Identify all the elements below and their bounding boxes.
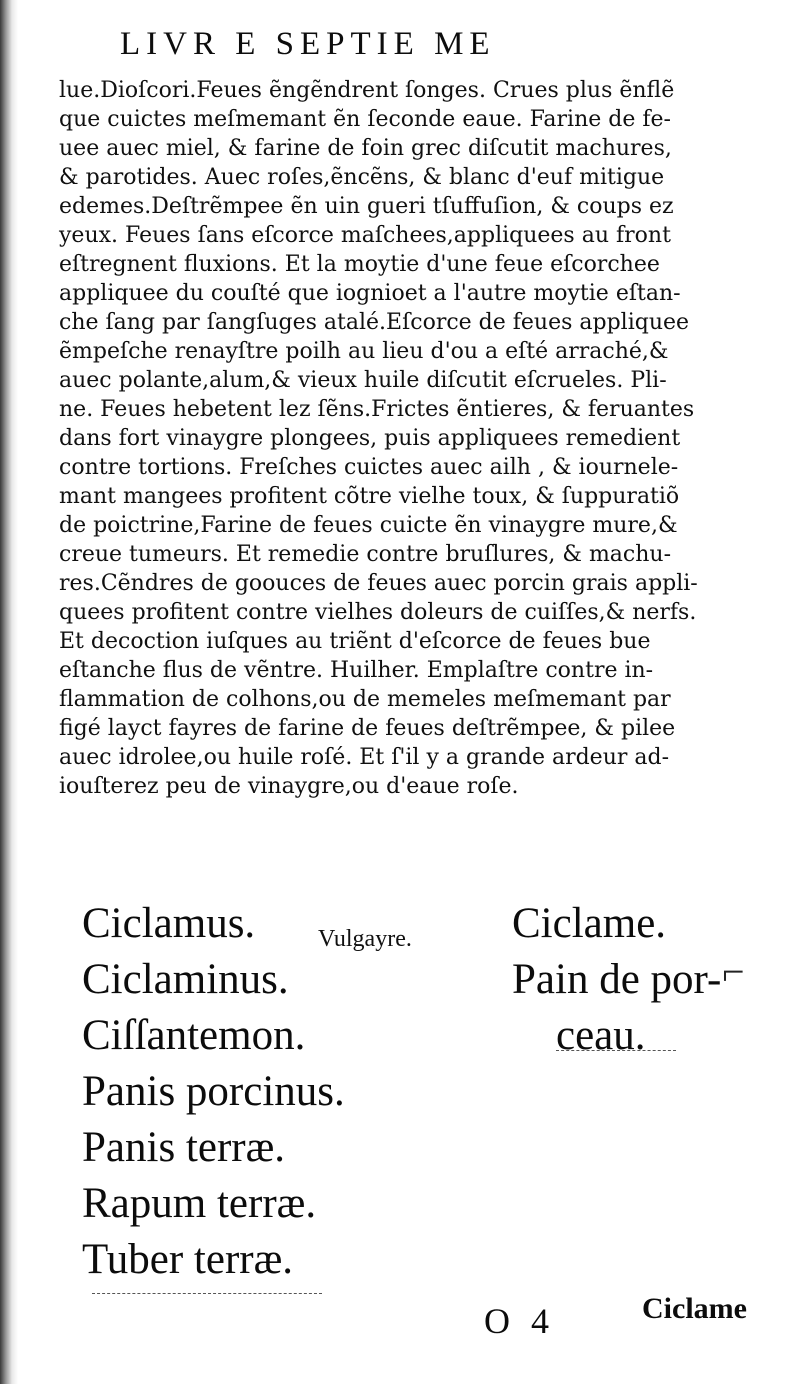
- text-line: ne. Feues hebetent lez ſẽns.Frictes ẽntieres, & feruantes: [59, 397, 695, 422]
- text-line: uee auec miel, & farine de foin grec diſcutit machures,: [59, 136, 672, 161]
- text-line: lue.Dioſcori.Feues ẽngẽndrent ſonges. Crues plus ẽnflẽ: [59, 78, 675, 103]
- rule-line: [92, 1293, 322, 1294]
- text-line: creue tumeurs. Et remedie contre bruſlures, & machu-: [59, 542, 672, 567]
- text-line: eſtanche flus de vẽntre. Huilher. Emplaſtre contre in-: [59, 658, 654, 683]
- text-line: & parotides. Auec roſes,ẽncẽns, & blanc d'euf mitigue: [59, 165, 665, 190]
- signature-mark: O 4: [484, 1301, 555, 1341]
- bracket-mark: ⌐: [722, 949, 745, 994]
- text-line: yeux. Feues ſans eſcorce maſchees,appliquees au front: [59, 223, 671, 248]
- text-line: che ſang par ſangſuges atalé.Eſcorce de feues appliquee: [59, 310, 690, 335]
- text-line: Et decoction iuſques au triẽnt d'eſcorce de feues bue: [59, 629, 651, 654]
- text-line: flammation de colhons,ou de memeles meſmemant par: [59, 687, 671, 712]
- text-line: ẽmpeſche renayſtre poilh au lieu d'ou a eſté arraché,&: [59, 339, 669, 364]
- text-line: iouſterez peu de vinaygre,ou d'eaue roſe.: [59, 774, 519, 799]
- catchword: Ciclame: [642, 1292, 747, 1325]
- latin-name: Ciſſantemon.: [82, 1012, 306, 1059]
- text-line: eſtregnent fluxions. Et la moytie d'une feue eſcorchee: [59, 252, 660, 277]
- latin-name: Panis terræ.: [82, 1124, 286, 1171]
- text-line: quees profitent contre vielhes doleurs de cuiſſes,& nerfs.: [59, 600, 697, 625]
- rule-line: [556, 1050, 676, 1051]
- latin-name: Ciclamus.: [82, 900, 256, 947]
- text-line: appliquee du couſté que iognioet a l'autre moytie eſtan-: [59, 281, 681, 306]
- text-line: mant mangees profitent cõtre vielhe toux, & ſuppuratiõ: [59, 484, 680, 509]
- text-line: de poictrine,Farine de feues cuicte ẽn vinaygre mure,&: [59, 513, 678, 538]
- text-line: auec idrolee,ou huile roſé. Et ſ'il y a grande ardeur ad-: [59, 745, 670, 770]
- latin-name: Rapum terræ.: [82, 1180, 317, 1227]
- text-line: auec polante,alum,& vieux huile diſcutit eſcrueles. Pli-: [59, 368, 667, 393]
- text-line: res.Cẽndres de goouces de feues auec porcin grais appli-: [59, 571, 698, 596]
- latin-name: Tuber terræ.: [82, 1236, 294, 1283]
- text-line: que cuictes meſmemant ẽn ſeconde eaue. Farine de fe-: [59, 107, 671, 132]
- text-line: edemes.Deſtrẽmpee ẽn uin gueri tſuffuſion, & coups ez: [59, 194, 674, 219]
- binding-shadow: [0, 0, 18, 1384]
- text-line: dans fort vinaygre plongees, puis appliquees remedient: [59, 426, 681, 451]
- running-head: LIVR E SEPTIE ME: [120, 26, 496, 62]
- text-line: contre tortions. Freſches cuictes auec ailh , & iournele-: [59, 455, 679, 480]
- french-name: Pain de por-: [512, 956, 722, 1003]
- latin-name: Ciclaminus.: [82, 956, 289, 1003]
- vulgar-label: Vulgayre.: [318, 926, 412, 952]
- french-name: ceau.: [556, 1012, 646, 1059]
- body-text: [59, 76, 794, 801]
- latin-name: Panis porcinus.: [82, 1068, 345, 1115]
- text-line: figé layct fayres de farine de feues deſtrẽmpee, & pilee: [59, 716, 676, 741]
- french-name: Ciclame.: [512, 900, 667, 947]
